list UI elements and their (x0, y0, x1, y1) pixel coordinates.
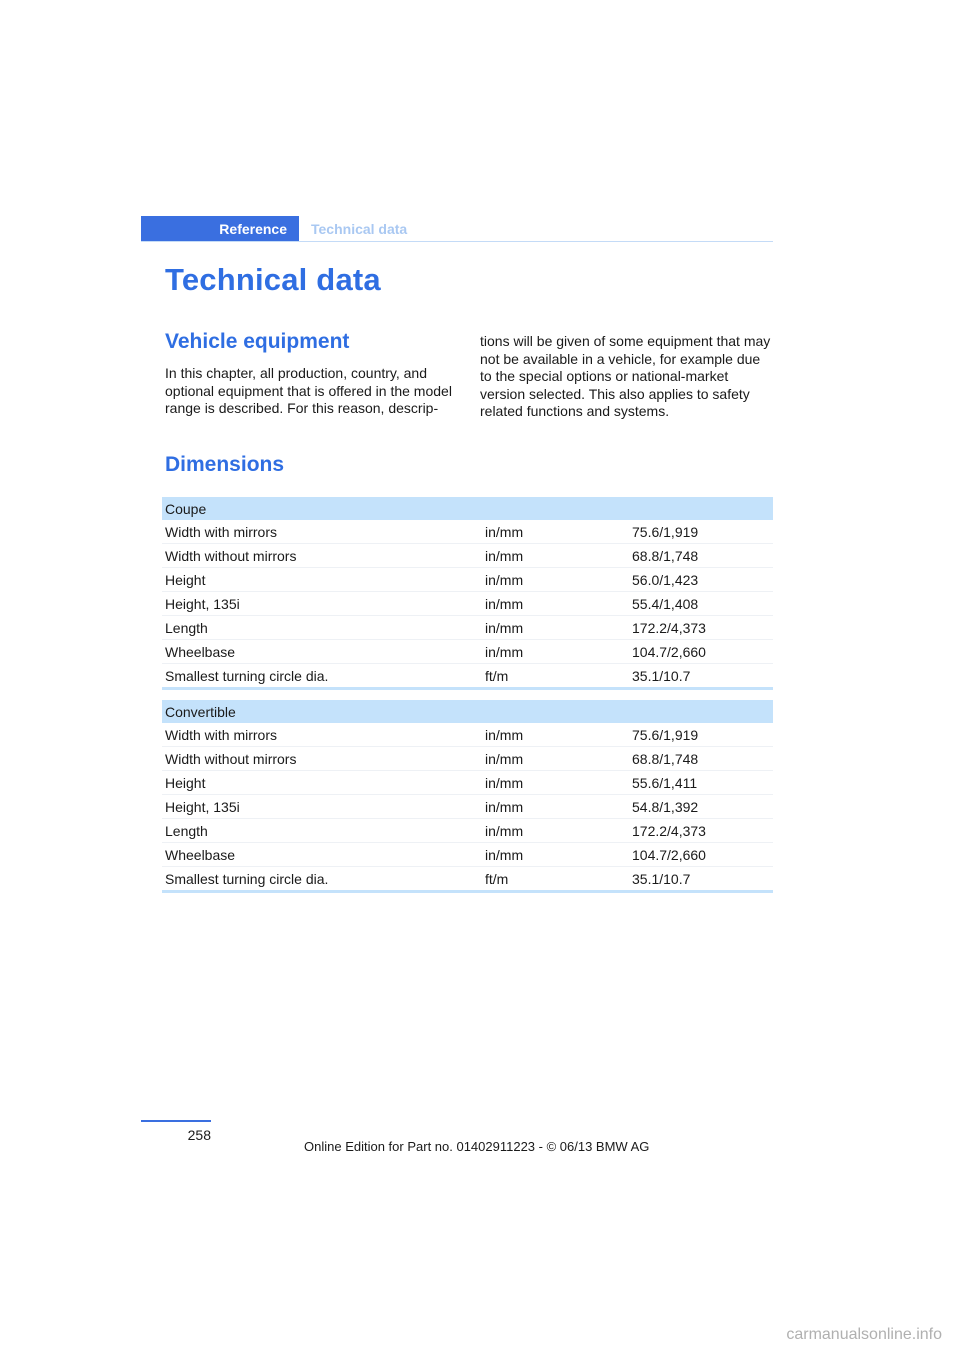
row-label: Width without mirrors (162, 544, 482, 568)
row-label: Wheelbase (162, 843, 482, 867)
row-unit: ft/m (482, 664, 629, 689)
row-label: Width with mirrors (162, 723, 482, 747)
table-row (162, 747, 773, 771)
section-label: Technical data (311, 221, 408, 237)
row-label: Smallest turning circle dia. (162, 867, 482, 892)
row-label: Height (162, 568, 482, 592)
page-title: Technical data (165, 262, 381, 297)
watermark: carmanualsonline.info (786, 1326, 942, 1343)
row-label: Wheelbase (162, 640, 482, 664)
row-value: 56.0/1,423 (629, 568, 773, 592)
vehicle-equipment-heading: Vehicle equipment (165, 330, 350, 353)
table-header-row (162, 497, 773, 520)
row-unit: ft/m (482, 867, 629, 892)
row-value: 35.1/10.7 (629, 867, 773, 892)
dimensions-heading: Dimensions (165, 453, 285, 476)
row-unit: in/mm (482, 616, 629, 640)
row-unit: in/mm (482, 771, 629, 795)
table-row (162, 640, 773, 664)
row-unit: in/mm (482, 520, 629, 544)
table-row (162, 819, 773, 843)
table-row (162, 795, 773, 819)
table-row (162, 520, 773, 544)
convertible-dimensions-table (162, 700, 773, 893)
row-value: 75.6/1,919 (629, 520, 773, 544)
vehicle-equipment-text-col2: tions will be given of some equipment that may not be available in a vehicle, for example due to the special options or national-market version selected. This also applies to safety related functions and systems. (480, 333, 771, 420)
table-caption: Convertible (162, 700, 773, 723)
row-label: Width with mirrors (162, 520, 482, 544)
row-value: 75.6/1,919 (629, 723, 773, 747)
table-caption: Coupe (162, 497, 773, 520)
row-unit: in/mm (482, 544, 629, 568)
table-row (162, 616, 773, 640)
table-row (162, 867, 773, 892)
table-row (162, 664, 773, 689)
row-unit: in/mm (482, 795, 629, 819)
row-value: 104.7/2,660 (629, 640, 773, 664)
row-value: 54.8/1,392 (629, 795, 773, 819)
row-value: 55.4/1,408 (629, 592, 773, 616)
row-unit: in/mm (482, 819, 629, 843)
row-value: 35.1/10.7 (629, 664, 773, 689)
table-row (162, 723, 773, 747)
table-row (162, 544, 773, 568)
row-value: 172.2/4,373 (629, 819, 773, 843)
header-rule (141, 241, 773, 242)
row-label: Length (162, 616, 482, 640)
table-row (162, 771, 773, 795)
row-value: 55.6/1,411 (629, 771, 773, 795)
chapter-tab (141, 216, 299, 242)
row-unit: in/mm (482, 723, 629, 747)
row-unit: in/mm (482, 568, 629, 592)
row-unit: in/mm (482, 592, 629, 616)
table-row (162, 592, 773, 616)
vehicle-equipment-text-col1: In this chapter, all production, country, and optional equipment that is offered in the model range is described. For this reason, descrip- (165, 365, 452, 417)
table-row (162, 568, 773, 592)
row-label: Height (162, 771, 482, 795)
row-value: 172.2/4,373 (629, 616, 773, 640)
row-label: Width without mirrors (162, 747, 482, 771)
coupe-dimensions-table (162, 497, 773, 690)
page-number: 258 (187, 1127, 211, 1143)
row-value: 104.7/2,660 (629, 843, 773, 867)
row-value: 68.8/1,748 (629, 747, 773, 771)
edition-note: Online Edition for Part no. 01402911223 - © 06/13 BMW AG (304, 1139, 650, 1154)
row-unit: in/mm (482, 640, 629, 664)
row-unit: in/mm (482, 747, 629, 771)
row-label: Height, 135i (162, 592, 482, 616)
row-value: 68.8/1,748 (629, 544, 773, 568)
table-header-row (162, 700, 773, 723)
row-label: Length (162, 819, 482, 843)
row-unit: in/mm (482, 843, 629, 867)
footer-rule (141, 1120, 211, 1122)
row-label: Height, 135i (162, 795, 482, 819)
chapter-tab-label: Reference (219, 221, 287, 237)
row-label: Smallest turning circle dia. (162, 664, 482, 689)
table-row (162, 843, 773, 867)
